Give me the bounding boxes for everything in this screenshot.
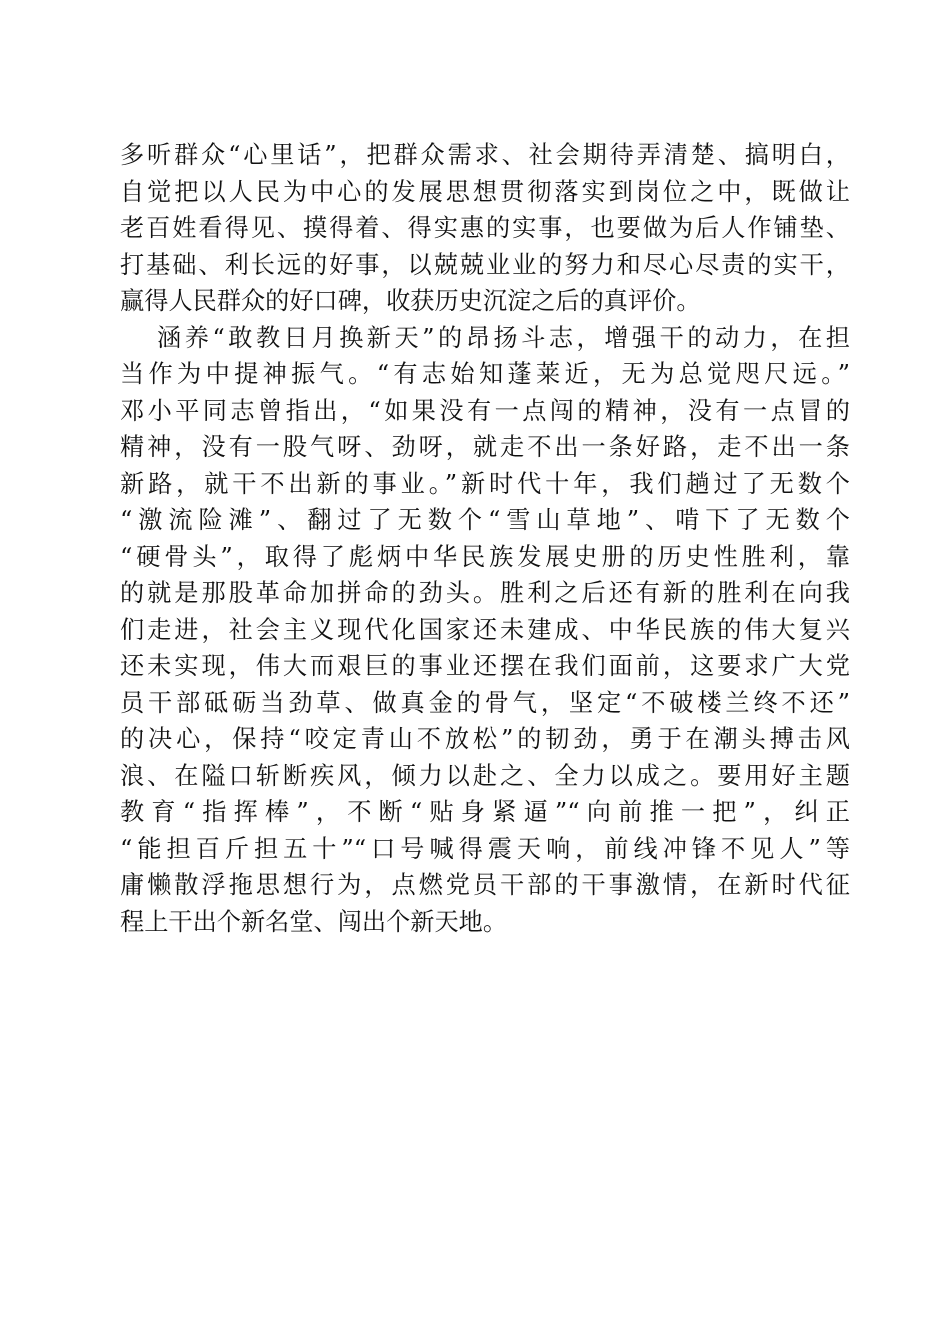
text-line: 打基础、利长远的好事，以兢兢业业的努力和尽心尽责的实干， — [120, 250, 850, 279]
text-line: 邓小平同志曾指出，“如果没有一点闯的精神，没有一点冒的 — [120, 396, 850, 425]
text-line: 多听群众“心里话”，把群众需求、社会期待弄清楚、搞明白， — [120, 141, 850, 169]
text-line: 精神，没有一股气呀、劲呀，就走不出一条好路，走不出一条 — [120, 433, 850, 461]
text-line: 教育“指挥棒”，不断“贴身紧逼”“向前推一把”，纠正 — [120, 798, 850, 826]
text-line: 程上干出个新名堂、闯出个新天地。 — [120, 907, 508, 936]
text-line: 的就是那股革命加拼命的劲头。胜利之后还有新的胜利在向我 — [120, 579, 850, 607]
text-line: 自觉把以人民为中心的发展思想贯彻落实到岗位之中，既做让 — [120, 177, 850, 206]
paragraph-1 — [120, 137, 850, 320]
text-line: “能担百斤担五十”“口号喊得震天响，前线冲锋不见人”等 — [120, 834, 850, 863]
text-line: “激流险滩”、翻过了无数个“雪山草地”、啃下了无数个 — [120, 506, 850, 534]
text-line: 员干部砥砺当劲草、做真金的骨气，坚定“不破楼兰终不还” — [120, 688, 850, 717]
text-line: 涵养“敢教日月换新天”的昂扬斗志，增强干的动力，在担 — [157, 323, 850, 352]
text-line: 当作为中提神振气。“有志始知蓬莱近，无为总觉咫尺远。” — [120, 360, 850, 388]
text-line: “硬骨头”，取得了彪炳中华民族发展史册的历史性胜利，靠 — [120, 542, 850, 571]
text-line: 老百姓看得见、摸得着、得实惠的实事，也要做为后人作铺垫、 — [120, 214, 850, 242]
text-line: 们走进，社会主义现代化国家还未建成、中华民族的伟大复兴 — [120, 615, 850, 644]
text-line: 的决心，保持“咬定青山不放松”的韧劲，勇于在潮头搏击风 — [120, 725, 850, 753]
text-line: 浪、在隘口斩断疾风，倾力以赴之、全力以成之。要用好主题 — [120, 761, 850, 790]
body-text — [120, 137, 850, 940]
text-line: 新路，就干不出新的事业。”新时代十年，我们趟过了无数个 — [120, 469, 850, 498]
paragraph-2 — [120, 320, 850, 941]
text-line: 还未实现，伟大而艰巨的事业还摆在我们面前，这要求广大党 — [120, 652, 850, 680]
text-line: 赢得人民群众的好口碑，收获历史沉淀之后的真评价。 — [120, 287, 701, 315]
text-line: 庸懒散浮拖思想行为，点燃党员干部的干事激情，在新时代征 — [120, 871, 850, 899]
